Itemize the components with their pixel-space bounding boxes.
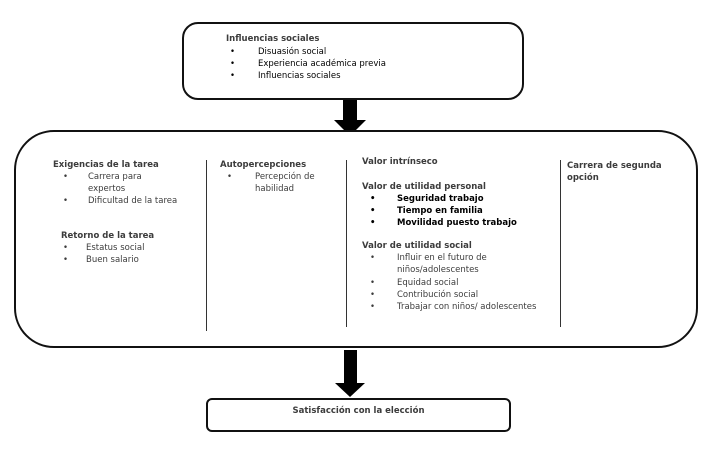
column-divider [206,160,207,331]
social-influences-title: Influencias sociales [226,34,320,44]
social-utility-heading: Valor de utilidad social [362,241,472,251]
second-choice-heading: Carrera de segunda [567,161,662,171]
social-utility-item: • Influir en el futuro de [370,253,487,263]
personal-utility-heading: Valor de utilidad personal [362,182,486,192]
social-influences-item: • Disuasión social [230,47,327,57]
self-perceptions-item-cont: habilidad [255,184,295,194]
column-divider [346,160,347,327]
intrinsic-value-heading: Valor intrínseco [362,157,438,167]
task-return-heading: Retorno de la tarea [61,231,155,241]
task-demands-item-cont: expertos [88,184,126,194]
task-demands-item: • Dificultad de la tarea [63,196,178,206]
social-utility-item: • Trabajar con niños/ adolescentes [370,302,537,312]
social-utility-item: • Contribución social [370,290,479,300]
task-return-item: • Buen salario [63,255,139,265]
personal-utility-item: • Seguridad trabajo [370,194,484,204]
self-perceptions-heading: Autopercepciones [220,160,307,170]
social-influences-item: • Experiencia académica previa [230,59,386,69]
arrow-head-2 [335,383,365,397]
second-choice-heading-cont: opción [567,173,599,183]
task-demands-heading: Exigencias de la tarea [53,160,159,170]
choice-satisfaction-label: Satisfacción con la elección [292,406,425,416]
task-return-item: • Estatus social [63,243,145,253]
social-utility-item: • Equidad social [370,278,459,288]
social-influences-item: • Influencias sociales [230,71,341,81]
arrow-down-1 [343,100,357,121]
personal-utility-item: • Tiempo en familia [370,206,483,216]
column-divider [560,160,561,327]
social-utility-item-cont: niños/adolescentes [397,265,479,275]
arrow-down-2 [344,350,357,384]
task-demands-item: • Carrera para [63,172,142,182]
personal-utility-item: • Movilidad puesto trabajo [370,218,517,228]
self-perceptions-item: • Percepción de [227,172,315,182]
